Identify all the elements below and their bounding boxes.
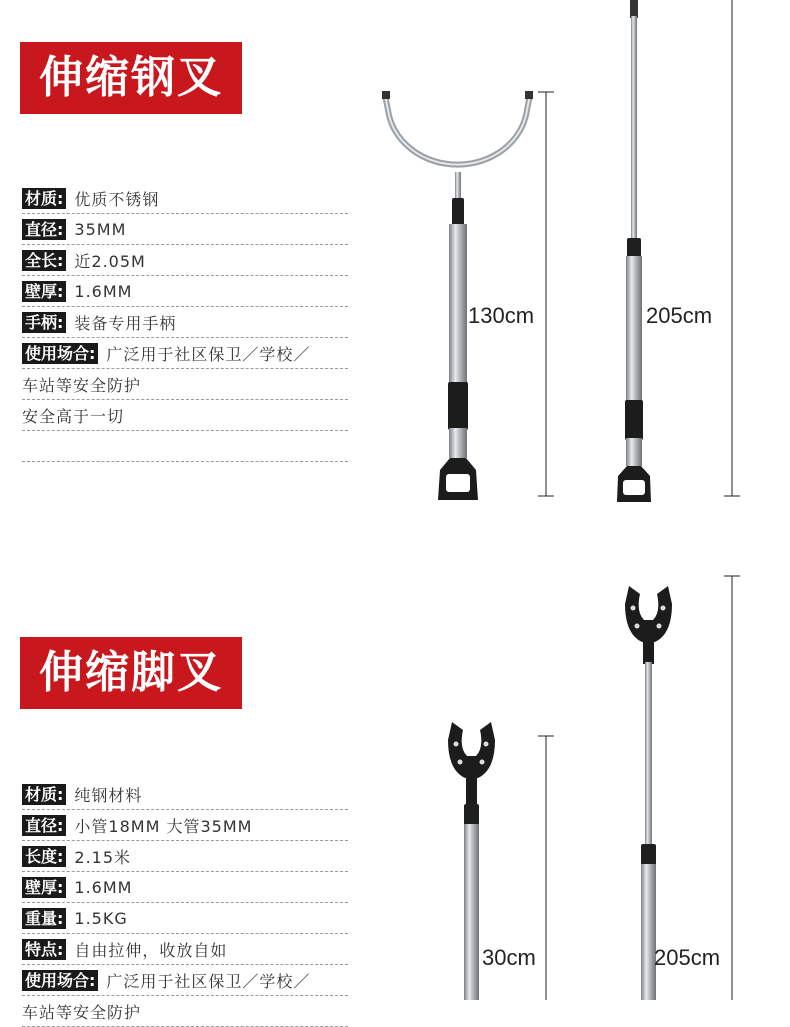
spec-value: 2.15米 [74,847,132,867]
spec-value: 1.5KG [74,908,128,928]
dimension-label-short: 130cm [468,303,535,328]
spec-value: 1.6MM [74,281,133,301]
spec-label: 材质: [22,188,66,209]
dimension-line-short [538,92,554,496]
leg-fork-long [625,586,672,1000]
section2-title: 伸缩脚叉 [20,637,242,709]
spec-label: 使用场合: [22,343,98,364]
spec-label: 重量: [22,908,66,929]
spec-label: 全长: [22,250,66,271]
spec-value: 自由拉伸，收放自如 [74,940,228,960]
dimension-label-short-2: 30cm [482,945,536,970]
spec-value: 广泛用于社区保卫／学校／ [106,971,311,991]
spec-value: 广泛用于社区保卫／学校／ [106,344,311,364]
steel-fork-short [382,91,533,500]
spec-label: 材质: [22,784,66,805]
spec-value: 小管18MM 大管35MM [74,816,253,836]
dimension-label-long-2: 205cm [654,945,721,970]
spec-label: 壁厚: [22,877,66,898]
section1-title: 伸缩钢叉 [20,42,242,114]
spec-value: 车站等安全防护 [22,1002,142,1022]
spec-value: 近2.05M [74,251,146,271]
spec-label: 长度: [22,846,66,867]
spec-label: 直径: [22,219,66,240]
dimension-line-long [724,0,740,496]
spec-value: 1.6MM [74,877,133,897]
spec-value: 优质不锈钢 [74,189,160,209]
spec-label: 手柄: [22,312,66,333]
spec-value: 安全高于一切 [22,406,125,426]
spec-value: 纯钢材料 [74,785,143,805]
spec-value: 35MM [74,219,127,239]
spec-label: 特点: [22,939,66,960]
dimension-line-long-2 [724,576,740,1000]
spec-value: 车站等安全防护 [22,375,142,395]
spec-label: 直径: [22,815,66,836]
steel-fork-long [617,0,651,502]
spec-label: 壁厚: [22,281,66,302]
spec-row [22,996,348,1027]
dimension-label-long: 205cm [646,303,713,328]
spec-label: 使用场合: [22,970,98,991]
spec-value: 装备专用手柄 [74,313,177,333]
